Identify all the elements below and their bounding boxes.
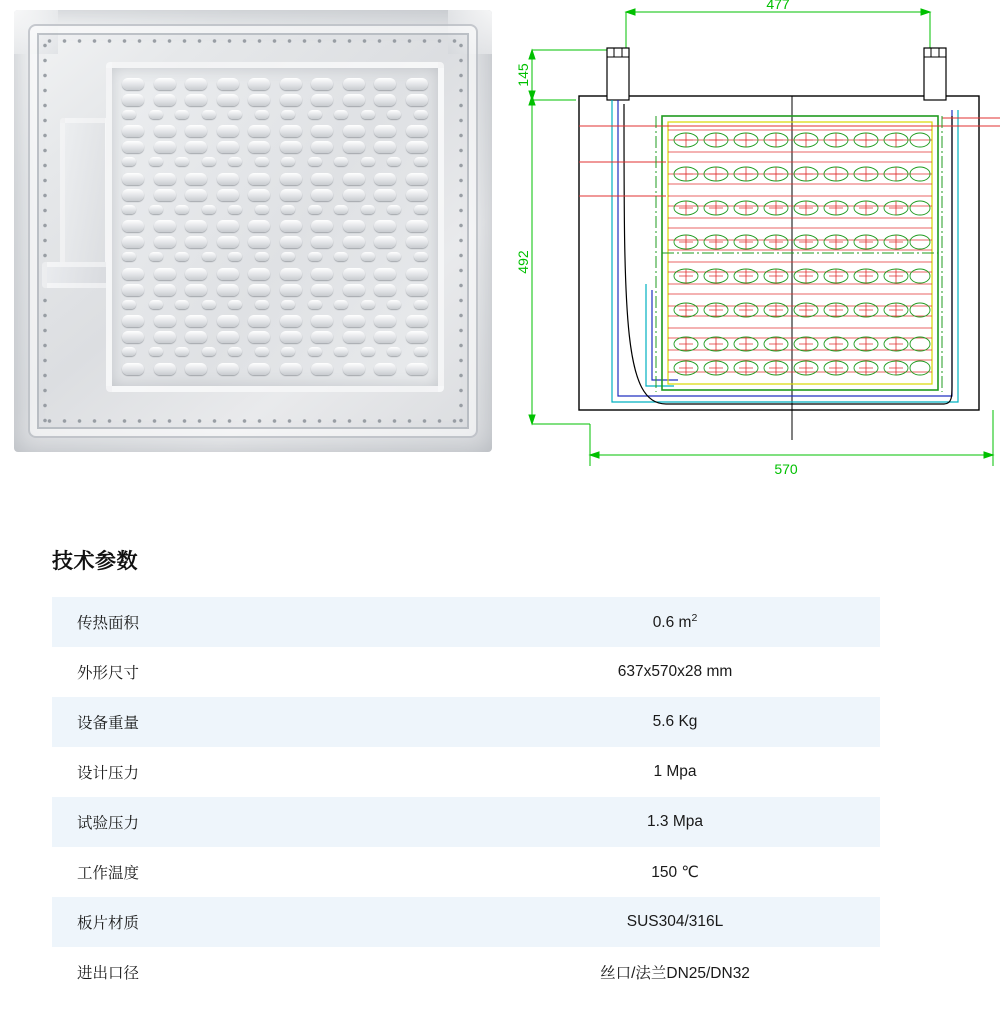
spec-value: 1 Mpa [653,763,697,780]
spec-value: SUS304/316L [626,913,724,930]
dimension-text-492: 492 [515,250,531,274]
table-row [52,747,880,797]
plate-dimple-row [122,125,428,138]
port-nozzle-left [607,48,629,100]
plate-rivet-dots-right [456,38,466,424]
spec-key: 设备重量 [77,715,140,732]
specs-table-body [52,597,880,997]
plate-dimple-row [122,173,428,186]
spec-key: 设计压力 [77,765,140,782]
plate-dimple-row [122,78,428,91]
table-row [52,847,880,897]
spec-key: 进出口径 [77,965,140,982]
table-row [52,897,880,947]
media-row [0,0,1000,510]
specs-section [0,545,1000,997]
plate-dimple-row [122,94,428,107]
spec-value: 5.6 Kg [652,713,698,730]
plate-dimple-row [122,220,428,233]
plate-dimple-row [122,189,428,202]
plate-dimple-row [122,331,428,344]
table-row [52,697,880,747]
spec-value-superscript: 2 [691,611,698,624]
specs-title: 技术参数 [52,550,138,573]
spec-value [470,597,880,647]
plate-dimple-row [122,157,428,170]
spec-key: 板片材质 [77,915,140,932]
plate-dimple-rows [122,78,428,376]
plate-dimple-row [122,300,428,313]
spec-value: 150 ℃ [651,863,699,881]
plate-photo-image [14,10,492,452]
plate-rivet-dots-bottom [42,416,464,426]
table-row [52,597,880,647]
spec-key: 外形尺寸 [77,665,140,682]
port-nozzle-right [924,48,946,100]
plate-dimple-row [122,141,428,154]
plate-rivet-dots-left [40,38,50,424]
spec-value: 1.3 Mpa [646,813,703,830]
spec-value-text: 0.6 m [652,614,692,632]
plate-dimple-row [122,252,428,265]
product-photo [14,10,492,452]
plate-dimple-row [122,205,428,218]
dimension-text-570: 570 [774,461,798,477]
spec-value: 637x570x28 mm [617,663,733,680]
plate-dimple-row [122,284,428,297]
spec-key: 传热面积 [77,615,140,632]
specs-table [52,597,880,997]
table-row [52,797,880,847]
plate-dimple-row [122,110,428,123]
technical-drawing [506,0,1000,500]
spec-key: 试验压力 [77,815,140,832]
plate-dimple-row [122,268,428,281]
table-row [52,647,880,697]
spec-value: 丝口/法兰DN25/DN32 [600,965,750,982]
spec-key: 工作温度 [77,865,140,882]
plate-outlet-channel [42,262,114,288]
dimension-text-477: 477 [766,0,790,12]
plate-dimple-row [122,347,428,360]
plate-corrugation-field [106,62,444,392]
plate-inlet-channel [60,118,110,268]
plate-dimple-row [122,363,428,376]
plate-dimple-row [122,236,428,249]
table-row [52,947,880,997]
dimension-text-145: 145 [515,63,531,87]
plate-rivet-dots-top [42,36,464,46]
plate-dimple-row [122,315,428,328]
